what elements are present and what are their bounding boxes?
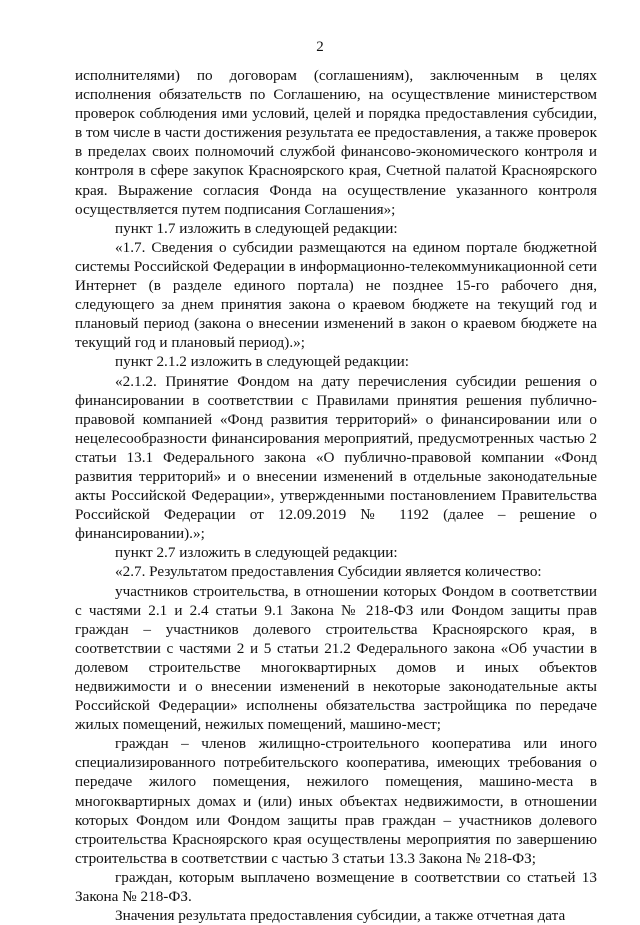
- paragraph-result-values: Значения результата предоставления субсидии, а также отчетная дата: [115, 907, 566, 925]
- paragraph-control-consent: исполнителями) по договорам (соглашениям), заключенным в целях исполнения обязательств по Соглашению, на осуществление министерством проверок соблюдения ими условий, целей и порядка предоставления субсидии, в том числе в части достижения результата ее предоставления, а также проверок в пределах своих полномочий службой финансово-экономического контроля и контроля в сфере закупок Красноярского края, Счетной палатой Красноярского края. Выражение согласия Фонда на осуществление указанного контроля осуществляется путем подписания Соглашения»;: [75, 67, 597, 218]
- paragraph-construction-participants: участников строительства, в отношении которых Фондом в соответствии с частями 2.1 и 2.4 статьи 9.1 Закона № 218-ФЗ или Фондом защиты прав граждан – участников долевого строительства Красноярского края, в соответствии с частями 2 и 5 статьи 21.2 Федерального закона «Об участии в долевом строительстве многоквартирных домов и иных объектов недвижимости и о внесении изменений в некоторые законодательные акты Российской Федерации» исполнены обязательства застройщика по передаче жилых помещений, нежилых помещений, машино-мест;: [75, 582, 597, 734]
- paragraph-clause-1-7: «1.7. Сведения о субсидии размещаются на едином портале бюджетной системы Российской Федерации в информационно-телекоммуникационной сети Интернет (в разделе единого портала) не позднее 15-го рабочего дня, следующего за днем принятия закона о краевом бюджете на текущий год и плановый период (закона о внесении изменений в закон о краевом бюджете на текущий год и плановый период).»;: [75, 238, 597, 352]
- paragraph-amend-2-7-intro: пункт 2.7 изложить в следующей редакции:: [115, 544, 398, 562]
- paragraph-amend-2-1-2-intro: пункт 2.1.2 изложить в следующей редакции:: [115, 353, 409, 371]
- paragraph-amend-1-7-intro: пункт 1.7 изложить в следующей редакции:: [115, 219, 398, 237]
- paragraph-cooperative-members: граждан – членов жилищно-строительного кооператива или иного специализированного потребительского кооператива, имеющих требования о передаче жилого помещения, нежилого помещения, машино-места в многоквартирных домах и (или) иных объектах недвижимости, в отношении которых Фондом или Фондом защиты прав граждан – участников долевого строительства Красноярского края осуществлены мероприятия по завершению строительства в соответствии с частью 3 статьи 13.3 Закона № 218-ФЗ;: [75, 735, 597, 867]
- paragraph-clause-2-1-2: «2.1.2. Принятие Фондом на дату перечисления субсидии решения о финансировании в соответствии с Правилами принятия решения публично-правовой компанией «Фонд развития территорий» о финансировании или о нецелесообразности финансирования мероприятий, предусмотренных частью 2 статьи 13.1 Федерального закона «О публично-правовой компании «Фонд развития территорий» и о внесении изменений в отдельные законодательные акты Российской Федерации», утвержденными постановлением Правительства Российской Федерации от 12.09.2019 № 1192 (далее – решение о финансировании).»;: [75, 372, 597, 543]
- paragraph-clause-2-7: «2.7. Результатом предоставления Субсидии является количество:: [115, 563, 542, 581]
- document-body: [75, 66, 597, 925]
- paragraph-compensation-citizens: граждан, которым выплачено возмещение в соответствии со статьей 13 Закона № 218-ФЗ.: [75, 868, 597, 906]
- page-number: 2: [316, 39, 324, 55]
